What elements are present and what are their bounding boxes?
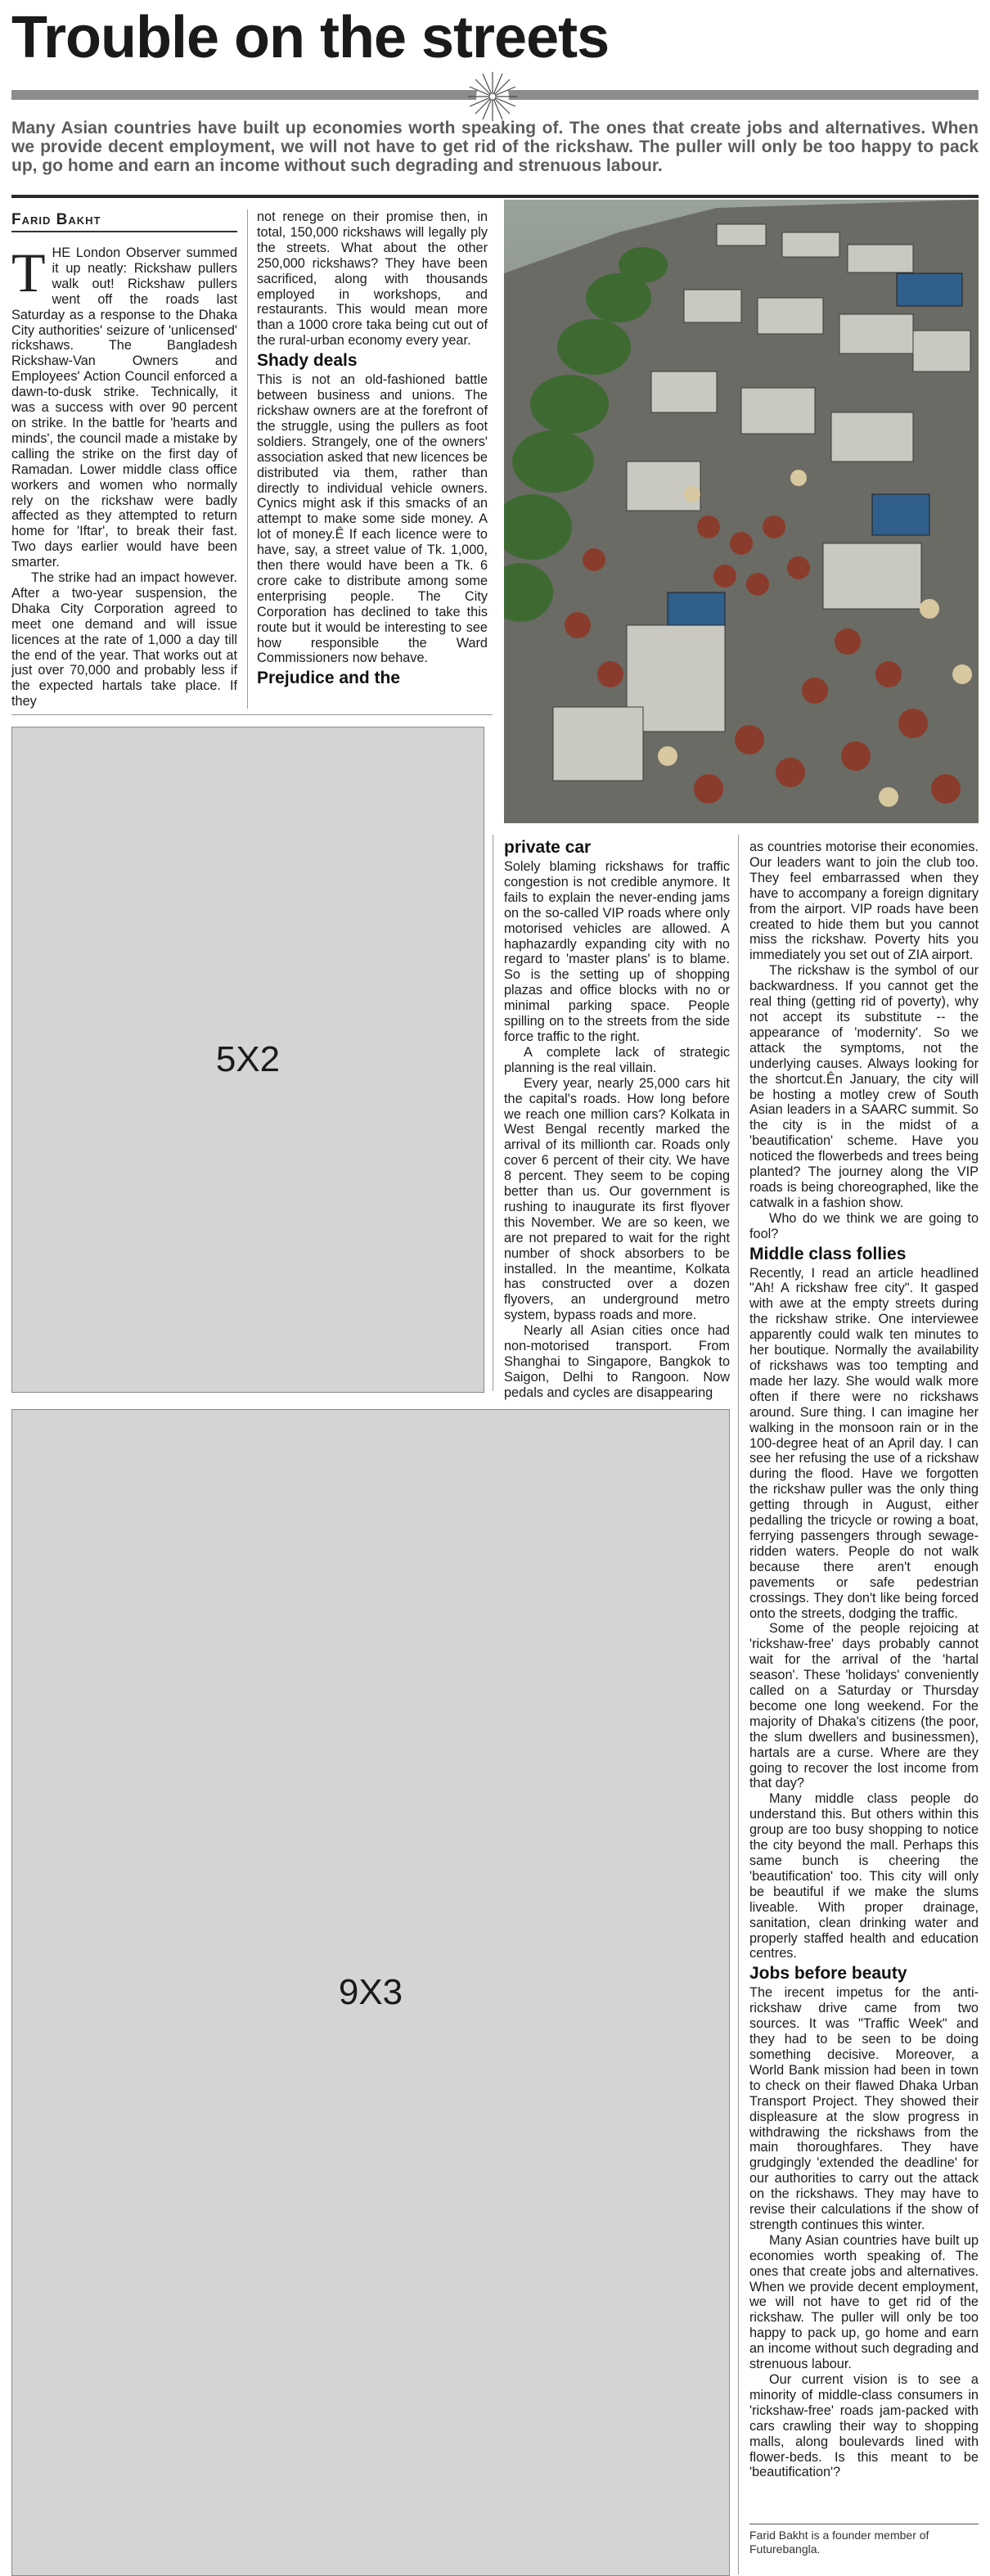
article-column-4 [749, 840, 979, 2480]
paragraph: The irecent impetus for the anti-rickshaw drive came from two sources. It was "Traffic Week" and they had to be seen to be doing something decisive. Moreover, a World Bank mission had been in town to check on their flawed Dhaka Urban Transport Project. They showed their displeasure at the slow progress in withdrawing the rickshaws from the main thoroughfares. They have grudgingly 'extended the deadline' for our authorities to carry out the attack on the rickshaws. They may have to revise their calculations if the show of strength continues this winter. [749, 1985, 979, 2232]
paragraph: Some of the people rejoicing at 'rickshaw-free' days probably cannot wait for the arrival of the 'hartal season'. These 'holidays' conveniently called on a Saturday or Thursday become one long weekend. For the majority of Dhaka's citizens (the poor, the slum dwellers and businessmen), hartals are a curse. Where are they going to recover the lost income from that day? [749, 1621, 979, 1791]
column-divider [738, 835, 739, 2574]
paragraph: Who do we think we are going to fool? [749, 1210, 979, 1241]
paragraph: The strike had an impact however. After a two-year suspension, the Dhaka City Corporation agreed to meet one demand and will issue licences at the rate of 1,000 a day till the end of the year. That works out at just over 70,000 and probably less if the expected hartals take place. If they [11, 570, 237, 709]
subheading: Jobs before beauty [749, 1964, 907, 1984]
article-column-1 [11, 241, 237, 709]
paragraph: Solely blaming rickshaws for traffic congestion is not credible anymore. It fails to explain the never-ending jams on the so-called VIP roads where only motorised vehicles are allowed. A haphazardly expanding city with no regard to 'master plans' is to blame. So is the setting up of shopping plazas and office blocks with no or minimal parking space. People spilling on to the streets from the side force traffic to the right. [504, 859, 730, 1044]
drop-cap: T [11, 241, 46, 304]
paragraph: Every year, nearly 25,000 cars hit the capital's roads. How long before we reach one million cars? Kolkata in West Bengal recently marked the arrival of its millionth car. Roads only cover 6 percent of their city. We have 8 percent. They seem to be coping better than us. Our government is rushing to inaugurate its first flyover this November. We are so keen, we are not prepared to wait for the right number of shock absorbers to be installed. In the meantime, Kolkata has constructed over a dozen flyovers, an underground metro system, bypass roads and more. [504, 1075, 730, 1323]
paragraph: The rickshaw is the symbol of our backwardness. If you cannot get the real thing (getting rid of poverty), why not accept its substitute -- the appearance of 'modernity'. So we attack the symptoms, not the underlying causes. Always looking for the shortcut.Ên January, the city will be hosting a motley crew of South Asian leaders in a SAARC summit. So the city is in the midst of a 'beautification' scheme. Have you noticed the flowerbeds and trees being planted? The journey along the VIP roads is being choreographed, like the catwalk in a fashion show. [749, 963, 979, 1210]
byline: Farid Bakht [11, 211, 101, 228]
traffic-photo [504, 200, 979, 823]
paragraph: Many middle class people do understand this. But others within this group are too busy shopping to notice the city beyond the mall. Perhaps this same bunch is cheering the 'beautification' too. This city will only be beautiful if we make the slums liveable. With proper drainage, sanitation, clean drinking water and properly staffed health and education centres. [749, 1791, 979, 1961]
starburst-ornament-icon [466, 70, 519, 123]
paragraph: Many Asian countries have built up economies worth speaking of. The ones that create jobs and alternatives. When we provide decent employment, we will not have to get rid of the rickshaw. The puller will only be too happy to pack up, go home and earn an income without such degrading and strenuous labour. [749, 2232, 979, 2372]
paragraph: A complete lack of strategic planning is the real villain. [504, 1044, 730, 1075]
subheading: private car [504, 838, 592, 857]
ad-placeholder-5x2: 5X2 [11, 727, 484, 1393]
subheading: Prejudice and the [257, 669, 401, 688]
ad-placeholder-9x3: 9X3 [11, 1409, 730, 2576]
paragraph: Nearly all Asian cities once had non-motorised transport. From Shanghai to Singapore, Bangkok to Saigon, Delhi to Rangoon. Now pedals and cycles are disappearing [504, 1323, 730, 1400]
author-footnote: Farid Bakht is a founder member of Futurebangla. [749, 2529, 929, 2556]
paragraph: not renege on their promise then, in total, 150,000 rickshaws will legally ply the streets. What about the other 250,000 rickshaws? They have been sacrificed, along with thousands employed in workshops, and restaurants. This would mean more than a 1000 crore taka being cut out of the rural-urban economy every year. [257, 209, 488, 349]
section-divider [11, 714, 493, 715]
paragraph: as countries motorise their economies. Our leaders want to join the club too. They feel embarrassed when they have to accompany a foreign dignitary from the airport. VIP roads have been created to hide them but you cannot miss the rickshaw. Poverty hits you immediately you set out of ZIA airport. [749, 840, 979, 963]
page-title: Trouble on the streets [11, 5, 610, 70]
standfirst-rule [11, 195, 979, 198]
paragraph: Our current vision is to see a minority of middle-class consumers in 'rickshaw-free' roads jam-packed with cars crawling their way to shopping malls, along boulevards lined with flower-beds. Is this meant to be 'beautification'? [749, 2372, 979, 2480]
subheading: Middle class follies [749, 1244, 907, 1263]
subheading: Shady deals [257, 351, 358, 371]
article-column-2 [257, 209, 488, 690]
column-divider [247, 209, 248, 709]
standfirst: Many Asian countries have built up economies worth speaking of. The ones that create jobs and alternatives. When we provide decent employment, we will not have to get rid of the rickshaw. The puller will only be too happy to pack up, go home and earn an income without such degrading and strenuous labour. [11, 119, 979, 175]
article-column-3 [504, 838, 730, 1401]
paragraph: This is not an old-fashioned battle between business and unions. The rickshaw owners are at the forefront of the struggle, using the pullers as foot soldiers. Strangely, one of the owners' association asked that new licences be distributed via them, rather than directly to individual vehicle owners. Cynics might ask if this smacks of an attempt to make some side money. A lot of money.Ê If each licence were to have, say, a street value of Tk. 1,000, then there would have been a Tk. 6 crore cake to distribute among some enterprising people. The City Corporation has declined to take this route but it would be interesting to see how responsible the Ward Commissioners now behave. [257, 372, 488, 666]
paragraph: Recently, I read an article headlined "Ah! A rickshaw free city". It gasped with awe at the empty streets during the rickshaw strike. One interviewee apparently could walk ten minutes to her boutique. Normally the availability of rickshaws was too tempting and made her lazy. She would walk more often if there were no rickshaws around. Sure thing. I can imagine her walking in the monsoon rain or in the 100-degree heat of an April day. I can see her refusing the use of a rickshaw during the flood. Have we forgotten the rickshaw puller was the only thing getting through in August, either pedalling the tricycle or rowing a boat, ferrying passengers through sewage-ridden waters. People do not walk because there aren't enough pavements or safe pedestrian crossings. They don't like being forced onto the streets, dodging the traffic. [749, 1265, 979, 1621]
paragraph: HE London Observer summed it up neatly: Rickshaw pullers walk out! Rickshaw pullers went off the roads last Saturday as a response to the Dhaka City authorities' seizure of 'unlicensed' rickshaws. The Bangladesh Rickshaw-Van Owners and Employees' Action Council enforced a dawn-to-dusk strike. Technically, it was a success with over 90 percent on strike. In the battle for 'hearts and minds', the council made a mistake by calling the strike on the first day of Ramadan. Lower middle class office workers and women who normally rely on the rickshaw were badly affected as they attempted to return home for 'Iftar', to break their fast. Two days earlier would have been smarter. [11, 245, 237, 570]
byline-rule [11, 231, 237, 232]
